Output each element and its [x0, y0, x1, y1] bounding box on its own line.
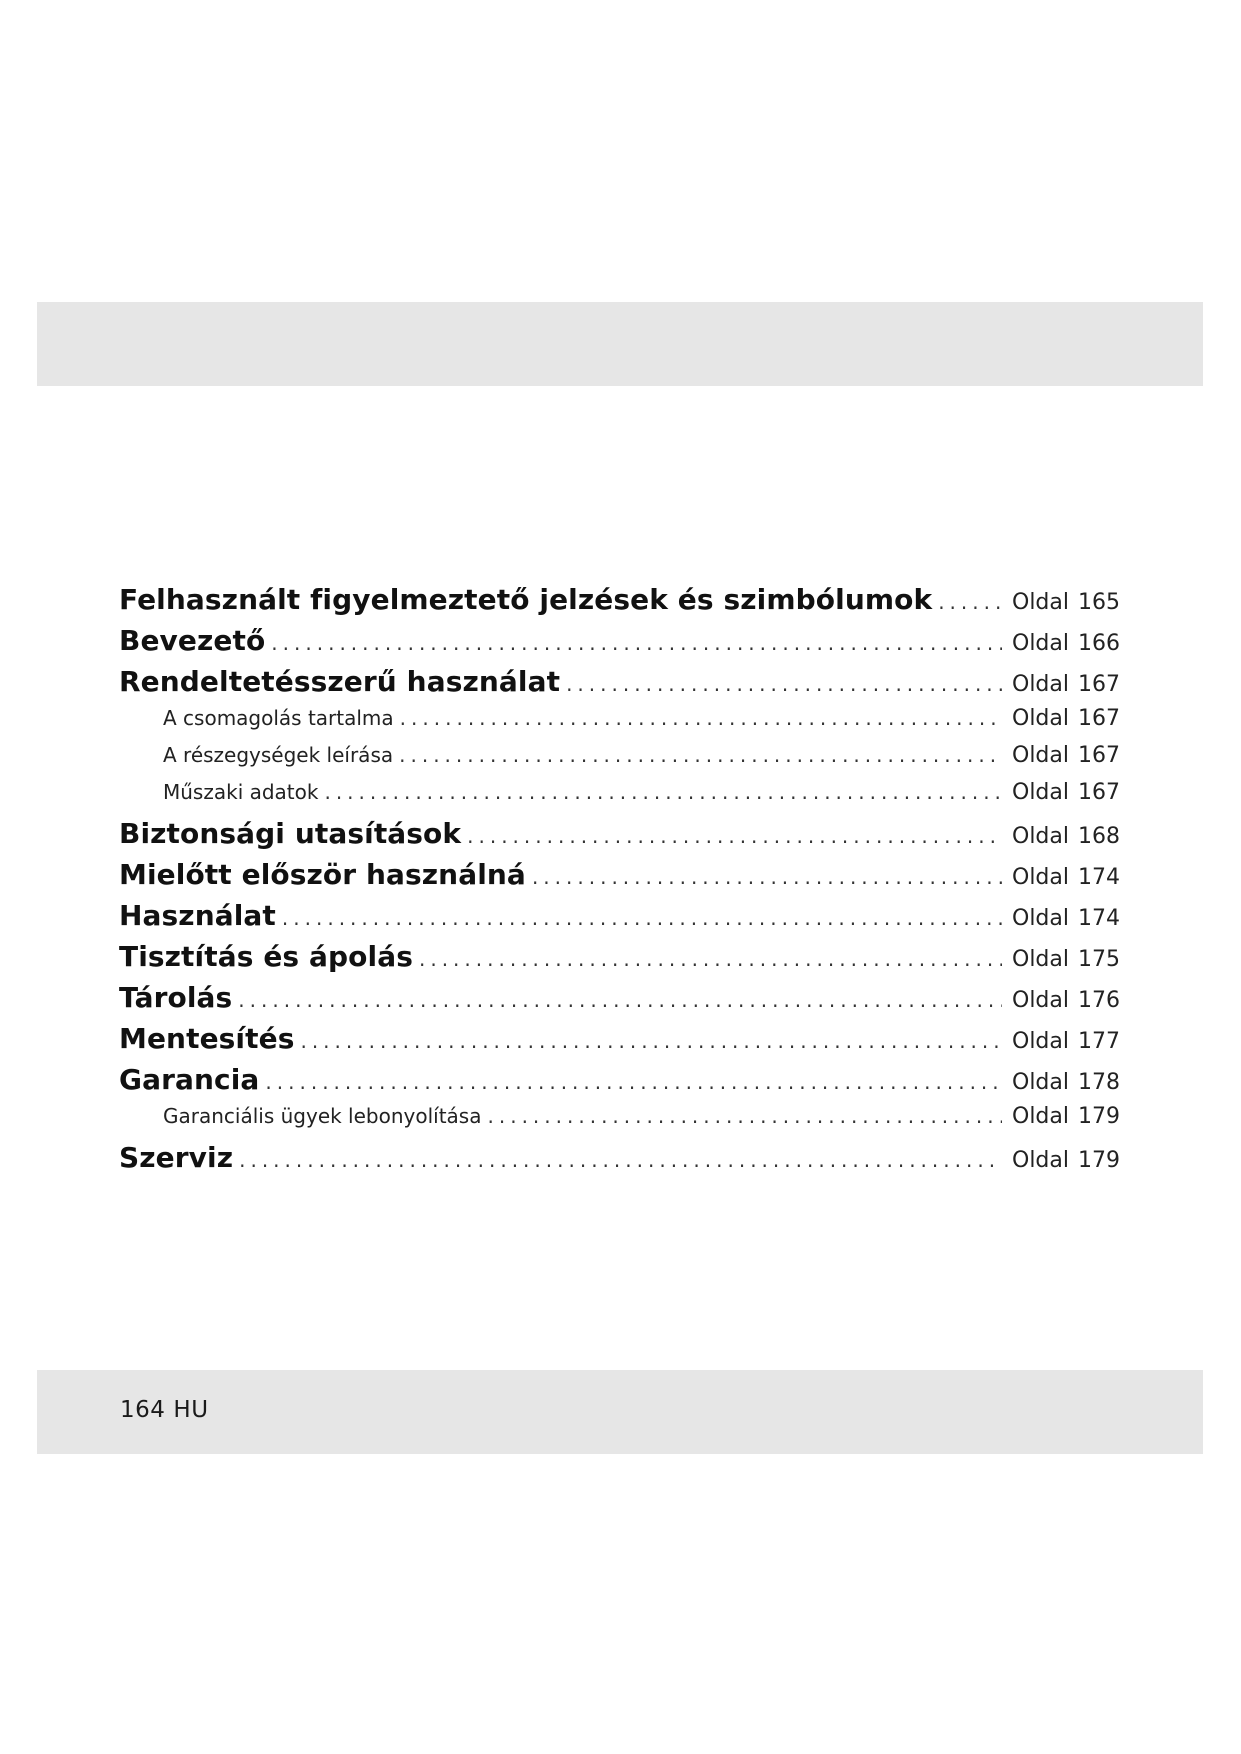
dot-leader	[238, 988, 1002, 1012]
dot-leader	[400, 706, 1002, 730]
toc-page-label: Oldal	[1012, 906, 1069, 931]
dot-leader	[271, 631, 1002, 655]
toc-page-number: 174	[1078, 906, 1120, 931]
dot-leader	[239, 1148, 1002, 1172]
toc-subentry[interactable]	[119, 743, 1120, 780]
dot-leader	[467, 824, 1002, 848]
toc-page-label: Oldal	[1012, 988, 1069, 1013]
footer-page-number: 164	[120, 1397, 166, 1423]
toc-entry-title: Biztonsági utasítások	[119, 817, 462, 850]
toc-page-number: 176	[1078, 988, 1120, 1013]
toc-entry-title: Szerviz	[119, 1141, 234, 1174]
toc-entry-title: Garancia	[119, 1063, 260, 1096]
toc-subentry[interactable]	[119, 780, 1120, 817]
toc-page-label: Oldal	[1012, 590, 1069, 615]
toc-entry[interactable]	[119, 665, 1120, 706]
toc-entry[interactable]	[119, 899, 1120, 940]
toc-page-label: Oldal	[1012, 743, 1069, 768]
toc-page-number: 178	[1078, 1070, 1120, 1095]
toc-entry-title: Garanciális ügyek lebonyolítása	[163, 1104, 482, 1128]
toc-entry-title: Rendeltetésszerű használat	[119, 665, 561, 698]
toc-entry-title: Műszaki adatok	[163, 780, 319, 804]
toc-subentry[interactable]	[119, 706, 1120, 743]
toc-entry-title: A csomagolás tartalma	[163, 706, 394, 730]
dot-leader	[399, 743, 1002, 767]
footer-language: HU	[173, 1397, 209, 1423]
toc-page-label: Oldal	[1012, 865, 1069, 890]
dot-leader	[324, 780, 1002, 804]
toc-page-number: 179	[1078, 1104, 1120, 1129]
toc-entry[interactable]	[119, 858, 1120, 899]
toc-entry-title: Tisztítás és ápolás	[119, 940, 413, 973]
dot-leader	[265, 1070, 1002, 1094]
dot-leader	[532, 865, 1002, 889]
toc-subentry[interactable]	[119, 1104, 1120, 1141]
toc-entry[interactable]	[119, 817, 1120, 858]
toc-page-number: 179	[1078, 1148, 1120, 1173]
toc-page-label: Oldal	[1012, 947, 1069, 972]
toc-entry[interactable]	[119, 1063, 1120, 1104]
toc-entry[interactable]	[119, 1141, 1120, 1182]
toc-page-label: Oldal	[1012, 1070, 1069, 1095]
toc-page-label: Oldal	[1012, 1148, 1069, 1173]
toc-page-number: 177	[1078, 1029, 1120, 1054]
toc-page-number: 175	[1078, 947, 1120, 972]
toc-page-label: Oldal	[1012, 1104, 1069, 1129]
dot-leader	[419, 947, 1002, 971]
toc-page-label: Oldal	[1012, 780, 1069, 805]
toc-entry[interactable]	[119, 583, 1120, 624]
toc-entry-title: Bevezető	[119, 624, 266, 657]
header-band	[37, 302, 1203, 386]
toc-page-number: 167	[1078, 706, 1120, 731]
toc-entry[interactable]	[119, 981, 1120, 1022]
dot-leader	[488, 1104, 1003, 1128]
toc-entry-title: Mielőtt először használná	[119, 858, 526, 891]
toc-entry[interactable]	[119, 1022, 1120, 1063]
toc-page-number: 168	[1078, 824, 1120, 849]
toc-entry[interactable]	[119, 940, 1120, 981]
footer-band	[37, 1370, 1203, 1454]
toc-page-label: Oldal	[1012, 1029, 1069, 1054]
table-of-contents	[119, 583, 1120, 1182]
toc-entry-title: Felhasznált figyelmeztető jelzések és szimbólumok	[119, 583, 933, 616]
toc-page-number: 167	[1078, 672, 1120, 697]
dot-leader	[938, 590, 1002, 614]
toc-page-number: 166	[1078, 631, 1120, 656]
toc-entry-title: Mentesítés	[119, 1022, 295, 1055]
page-footer	[120, 1397, 209, 1423]
toc-page-number: 174	[1078, 865, 1120, 890]
dot-leader	[282, 906, 1002, 930]
toc-entry[interactable]	[119, 624, 1120, 665]
toc-page-number: 167	[1078, 743, 1120, 768]
toc-page-label: Oldal	[1012, 706, 1069, 731]
dot-leader	[300, 1029, 1002, 1053]
toc-entry-title: Tárolás	[119, 981, 233, 1014]
toc-entry-title: Használat	[119, 899, 276, 932]
toc-page-number: 167	[1078, 780, 1120, 805]
toc-page-number: 165	[1078, 590, 1120, 615]
toc-page-label: Oldal	[1012, 672, 1069, 697]
toc-page-label: Oldal	[1012, 824, 1069, 849]
toc-entry-title: A részegységek leírása	[163, 743, 394, 767]
dot-leader	[566, 672, 1002, 696]
toc-page-label: Oldal	[1012, 631, 1069, 656]
